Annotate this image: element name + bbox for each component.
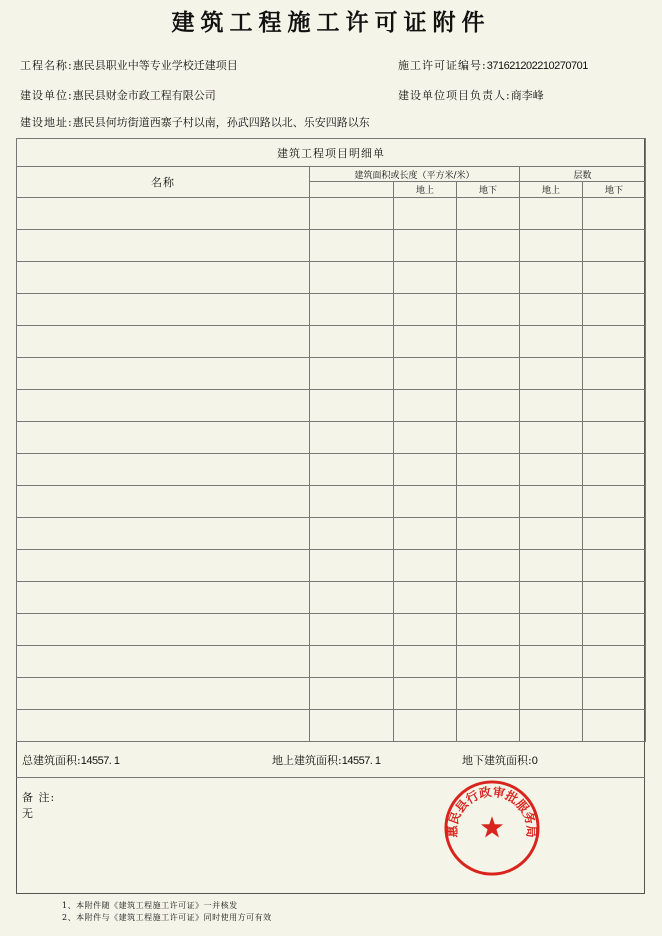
remarks-divider [16,777,645,778]
table-cell [520,614,583,646]
table-cell [17,390,310,422]
project-detail-table [16,138,646,742]
table-cell [457,230,520,262]
table-cell [17,358,310,390]
table-row [17,678,646,710]
project-leader-line [398,87,544,103]
table-cell [457,390,520,422]
construction-unit-label: 建设单位: [20,89,73,102]
table-cell [310,454,394,486]
table-cell [310,262,394,294]
table-cell [583,486,646,518]
table-cell [520,550,583,582]
table-cell [583,198,646,230]
table-cell [457,326,520,358]
table-cell [310,518,394,550]
table-cell [310,710,394,742]
table-cell [310,422,394,454]
table-cell [17,518,310,550]
table-cell [583,678,646,710]
table-cell [17,646,310,678]
table-row [17,294,646,326]
table-cell [583,614,646,646]
column-header-area-below: 地下 [457,182,520,198]
footnote-1: 1、本附件随《建筑工程施工许可证》一并核发 [62,901,238,910]
permit-number-line [398,57,588,73]
table-cell [394,422,457,454]
table-cell [583,262,646,294]
project-leader-value: 商李峰 [510,89,544,102]
total-area-value: 14557. 1 [80,755,120,767]
table-cell [583,646,646,678]
table-cell [310,614,394,646]
table-cell [394,326,457,358]
table-cell [394,518,457,550]
table-cell [310,486,394,518]
above-ground-area-value: 14557. 1 [341,755,381,767]
table-cell [583,326,646,358]
project-name-line [20,57,238,73]
table-cell [17,422,310,454]
table-cell [17,198,310,230]
table-row [17,198,646,230]
permit-number-value: 371621202210270701 [486,60,588,72]
table-cell [310,198,394,230]
table-cell [583,710,646,742]
table-row [17,422,646,454]
table-cell [457,358,520,390]
table-cell [394,198,457,230]
table-row [17,262,646,294]
above-ground-area-label: 地上建筑面积: [272,754,342,767]
table-cell [310,582,394,614]
remarks-label: 备 注: [22,791,56,804]
table-cell [457,454,520,486]
table-cell [17,486,310,518]
table-row [17,230,646,262]
table-cell [583,518,646,550]
project-name-value: 惠民县职业中等专业学校迁建项目 [72,59,238,72]
table-cell [583,294,646,326]
table-row [17,614,646,646]
seal-star-icon [481,816,503,837]
official-seal [443,779,541,877]
table-cell [520,198,583,230]
table-cell [310,550,394,582]
table-cell [520,454,583,486]
table-cell [394,582,457,614]
address-value: 惠民县何坊街道西寨子村以南，孙武四路以北、乐安四路以东 [72,116,370,129]
table-cell [394,358,457,390]
table-row [17,582,646,614]
table-row [17,486,646,518]
below-ground-area [462,752,537,768]
footnotes [62,900,272,924]
table-cell [583,422,646,454]
project-leader-label: 建设单位项目负责人: [398,89,511,102]
table-cell [310,326,394,358]
address-label: 建设地址: [20,116,73,129]
table-cell [457,262,520,294]
table-cell [457,678,520,710]
address-line [20,114,370,130]
table-cell [457,518,520,550]
construction-unit-line [20,87,216,103]
table-cell [17,678,310,710]
table-cell [310,358,394,390]
column-header-area: 建筑面积或长度（平方米/米） [310,167,520,182]
table-cell [457,646,520,678]
document-title: 建筑工程施工许可证附件 [171,10,491,36]
table-row [17,646,646,678]
table-cell [520,390,583,422]
table-cell [17,230,310,262]
table-cell [310,646,394,678]
table-row [17,518,646,550]
column-header-floors-above: 地上 [520,182,583,198]
table-cell [17,550,310,582]
column-header-area-blank [310,182,394,198]
table-cell [520,422,583,454]
table-row [17,710,646,742]
table-cell [520,710,583,742]
column-header-name: 名称 [17,167,310,198]
table-cell [457,582,520,614]
table-cell [394,390,457,422]
table-cell [394,454,457,486]
table-row [17,326,646,358]
table-cell [310,390,394,422]
table-cell [394,486,457,518]
permit-number-label: 施工许可证编号: [398,59,487,72]
table-cell [457,614,520,646]
table-cell [457,294,520,326]
table-cell [583,582,646,614]
project-name-label: 工程名称: [20,59,73,72]
table-cell [583,390,646,422]
total-area-label: 总建筑面积: [22,754,81,767]
table-cell [17,262,310,294]
table-cell [520,486,583,518]
table-cell [394,550,457,582]
table-cell [394,646,457,678]
table-row [17,358,646,390]
above-ground-area [272,752,381,768]
table-cell [17,294,310,326]
table-cell [583,358,646,390]
column-header-floors: 层数 [520,167,646,182]
table-cell [394,262,457,294]
table-cell [520,518,583,550]
table-cell [520,582,583,614]
table-cell [310,230,394,262]
table-cell [310,678,394,710]
table-cell [520,678,583,710]
seal-text: 惠民县行政审批服务局 [445,784,539,838]
table-cell [17,710,310,742]
table-cell [394,294,457,326]
construction-unit-value: 惠民县财金市政工程有限公司 [72,89,216,102]
remarks-value: 无 [22,807,33,820]
table-cell [394,710,457,742]
column-header-area-above: 地上 [394,182,457,198]
table-cell [457,486,520,518]
footnote-2: 2、本附件与《建筑工程施工许可证》同时使用方可有效 [62,913,272,922]
table-cell [17,614,310,646]
table-row [17,550,646,582]
table-cell [17,326,310,358]
table-cell [457,550,520,582]
table-cell [394,678,457,710]
table-caption: 建筑工程项目明细单 [17,139,646,167]
table-cell [310,294,394,326]
table-cell [583,550,646,582]
table-cell [520,262,583,294]
table-cell [520,326,583,358]
table-cell [520,230,583,262]
table-cell [394,230,457,262]
table-row [17,454,646,486]
table-cell [457,422,520,454]
table-cell [457,198,520,230]
column-header-floors-below: 地下 [583,182,646,198]
table-cell [520,294,583,326]
table-cell [457,710,520,742]
table-cell [17,582,310,614]
table-cell [520,646,583,678]
table-cell [394,614,457,646]
below-ground-area-value: 0 [531,755,538,767]
table-cell [583,230,646,262]
table-cell [520,358,583,390]
table-cell [17,454,310,486]
table-cell [583,454,646,486]
total-area [22,752,120,768]
table-row [17,390,646,422]
below-ground-area-label: 地下建筑面积: [462,754,532,767]
